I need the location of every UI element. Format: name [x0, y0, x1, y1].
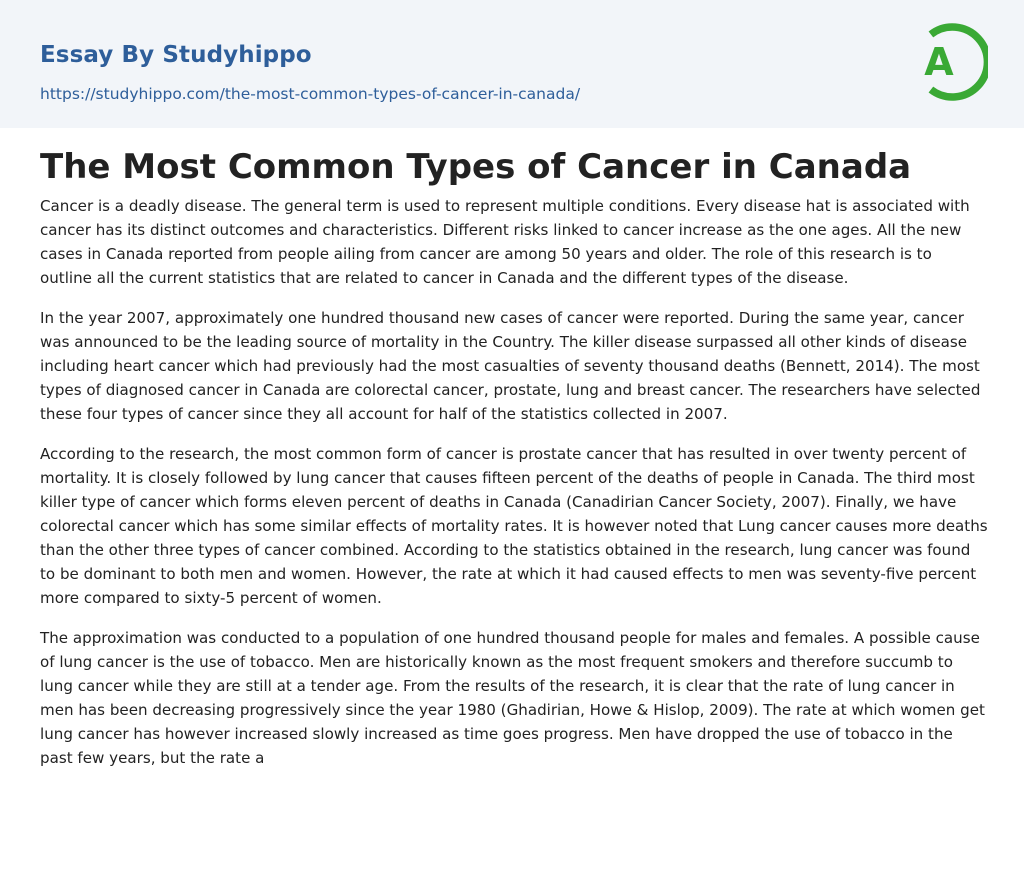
paragraph-4: The approximation was conducted to a population of one hundred thousand people for males and females. A possible cause of lung cancer is the use of tobacco. Men are historically known as the most frequent smokers and therefore succumb to lung cancer while they are still at a tender age. From the results of the research, it is clear that the rate of lung cancer in men has been decreasing progressively since the year 1980 (Ghadirian, Howe & Hislop, 2009). The rate at which women get lung cancer has however increased slowly increased as time goes progress. Men have dropped the use of tobacco in the past few years, but the rate a [40, 629, 985, 767]
essay-url-link[interactable]: https://studyhippo.com/the-most-common-types-of-cancer-in-canada/ [40, 85, 581, 103]
paragraph-3: According to the research, the most common form of cancer is prostate cancer that has resulted in over twenty percent of mortality. It is closely followed by lung cancer that causes fifteen percent of the deaths of people in Canada. The third most killer type of cancer which forms eleven percent of deaths in Canada (Canadirian Cancer Society, 2007). Finally, we have colorectal cancer which has some similar effects of mortality rates. It is however noted that Lung cancer causes more deaths than the other three types of cancer combined. According to the statistics obtained in the research, lung cancer was found to be dominant to both men and women. However, the rate at which it had caused effects to men was seventy-five percent more compared to sixty-5 percent of women. [40, 445, 988, 607]
site-header [0, 0, 1024, 128]
article-body [40, 194, 988, 786]
paragraph-2: In the year 2007, approximately one hundred thousand new cases of cancer were reported. During the same year, cancer was announced to be the leading source of mortality in the Country. The killer disease surpassed all other kinds of disease including heart cancer which had previously had the most casualties of seventy thousand deaths (Bennett, 2014). The most types of diagnosed cancer in Canada are colorectal cancer, prostate, lung and breast cancer. The researchers have selected these four types of cancer since they all account for half of the statistics collected in 2007. [40, 309, 981, 423]
paragraph-1: Cancer is a deadly disease. The general term is used to represent multiple conditions. Every disease hat is associated with cancer has its distinct outcomes and characteristics. Different risks linked to cancer increase as the one ages. All the new cases in Canada reported from people ailing from cancer are among 50 years and older. The role of this research is to outline all the current statistics that are related to cancer in Canada and the different types of the disease. [40, 197, 970, 287]
studyhippo-logo-icon[interactable] [912, 18, 988, 106]
page-title: The Most Common Types of Cancer in Canada [40, 147, 912, 187]
logo-letter: A [924, 40, 954, 84]
site-brand[interactable]: Essay By Studyhippo [40, 42, 312, 68]
